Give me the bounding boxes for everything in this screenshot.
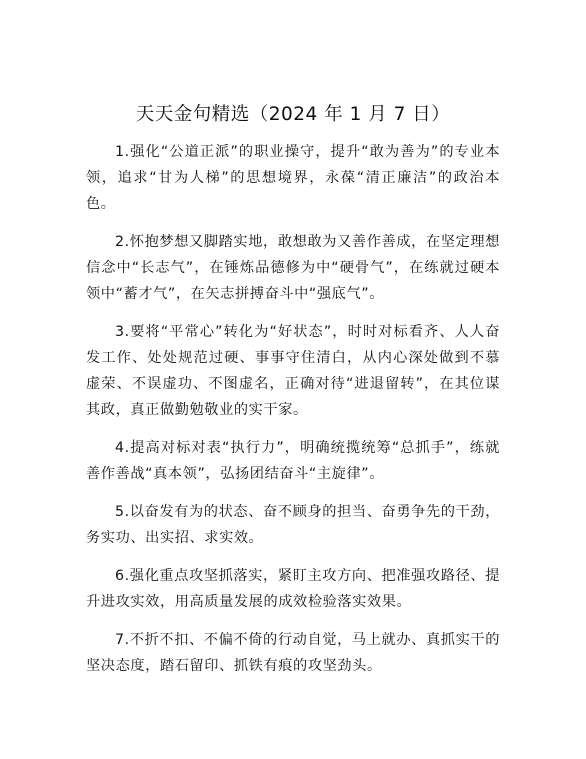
document-body — [86, 139, 500, 691]
paragraph-2: 2.怀抱梦想又脚踏实地，敢想敢为又善作善成，在坚定理想信念中“长志气”，在锤炼品德修为中“硬骨气”，在练就过硬本领中“蓄才气”，在矢志拼搏奋斗中“强底气”。 — [86, 234, 500, 302]
paragraph-6: 6.强化重点攻坚抓落实，紧盯主攻方向、把准强攻路径、提升进攻实效，用高质量发展的成效检验落实效果。 — [86, 568, 500, 610]
paragraph-1: 1.强化“公道正派”的职业操守，提升“敢为善为”的专业本领，追求“甘为人梯”的思想境界，永葆“清正廉洁”的政治本色。 — [86, 144, 500, 212]
document-title: 天天金句精选（2024 年 1 月 7 日） — [135, 104, 451, 125]
paragraph-5: 5.以奋发有为的状态、奋不顾身的担当、奋勇争先的干劲，务实功、出实招、求实效。 — [86, 504, 500, 546]
paragraph-7: 7.不折不扣、不偏不倚的行动自觉，马上就办、真抓实干的坚决态度，踏石留印、抓铁有痕的攻坚劲头。 — [86, 632, 500, 674]
paragraph-4: 4.提高对标对表“执行力”，明确统揽统筹“总抓手”，练就善作善战“真本领”，弘扬团结奋斗“主旋律”。 — [86, 440, 500, 482]
paragraph-3: 3.要将“平常心”转化为“好状态”，时时对标看齐、人人奋发工作、处处规范过硬、事事守住清白，从内心深处做到不慕虚荣、不误虚功、不图虚名，正确对待“进退留转”，在其位谋其政，真正做勤勉敬业的实干家。 — [86, 324, 500, 418]
